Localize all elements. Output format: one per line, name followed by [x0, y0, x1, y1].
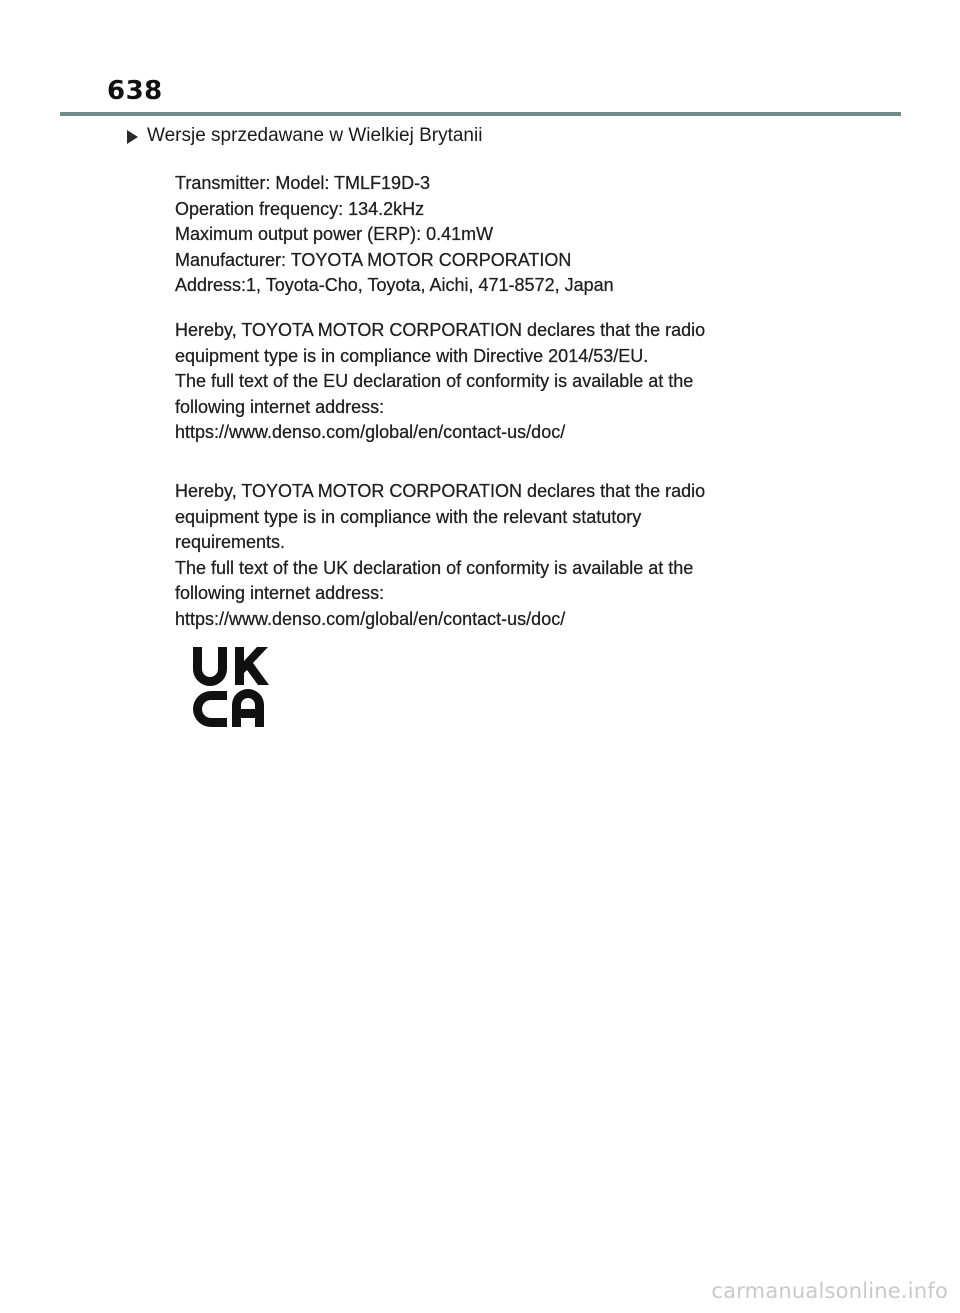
- watermark: carmanualsonline.info: [711, 1279, 948, 1303]
- uk-declaration-line: following internet address:: [175, 583, 385, 603]
- uk-declaration-line: Hereby, TOYOTA MOTOR CORPORATION declares that the radio: [175, 481, 706, 501]
- uk-declaration-line: equipment type is in compliance with the relevant statutory: [175, 506, 642, 527]
- transmitter-info-block: [175, 171, 795, 299]
- eu-declaration-line: Hereby, TOYOTA MOTOR CORPORATION declares that the radio: [175, 320, 706, 340]
- operation-frequency: Operation frequency: 134.2kHz: [175, 198, 425, 219]
- uk-declaration-line: The full text of the UK declaration of conformity is available at the: [175, 557, 694, 578]
- uk-declaration-block: [175, 479, 795, 632]
- uk-declaration-url: https://www.denso.com/global/en/contact-us/doc/: [175, 608, 566, 629]
- eu-declaration-line: equipment type is in compliance with Directive 2014/53/EU.: [175, 345, 649, 366]
- max-output-power: Maximum output power (ERP): 0.41mW: [175, 224, 494, 244]
- address: Address:1, Toyota-Cho, Toyota, Aichi, 471-8572, Japan: [175, 275, 614, 295]
- page-number: 638: [107, 76, 163, 106]
- triangle-right-icon: [127, 130, 138, 144]
- eu-declaration-line: The full text of the EU declaration of conformity is available at the: [175, 371, 694, 391]
- eu-declaration-url: https://www.denso.com/global/en/contact-us/doc/: [175, 422, 566, 442]
- section-heading: [127, 125, 482, 147]
- uk-declaration-line: requirements.: [175, 532, 286, 552]
- transmitter-model: Transmitter: Model: TMLF19D-3: [175, 173, 431, 193]
- ukca-mark-logo: [191, 645, 271, 729]
- eu-declaration-block: [175, 318, 795, 446]
- eu-declaration-line: following internet address:: [175, 396, 385, 417]
- header-rule: [60, 112, 901, 116]
- manufacturer: Manufacturer: TOYOTA MOTOR CORPORATION: [175, 249, 572, 270]
- section-heading-text: Wersje sprzedawane w Wielkiej Brytanii: [147, 125, 483, 146]
